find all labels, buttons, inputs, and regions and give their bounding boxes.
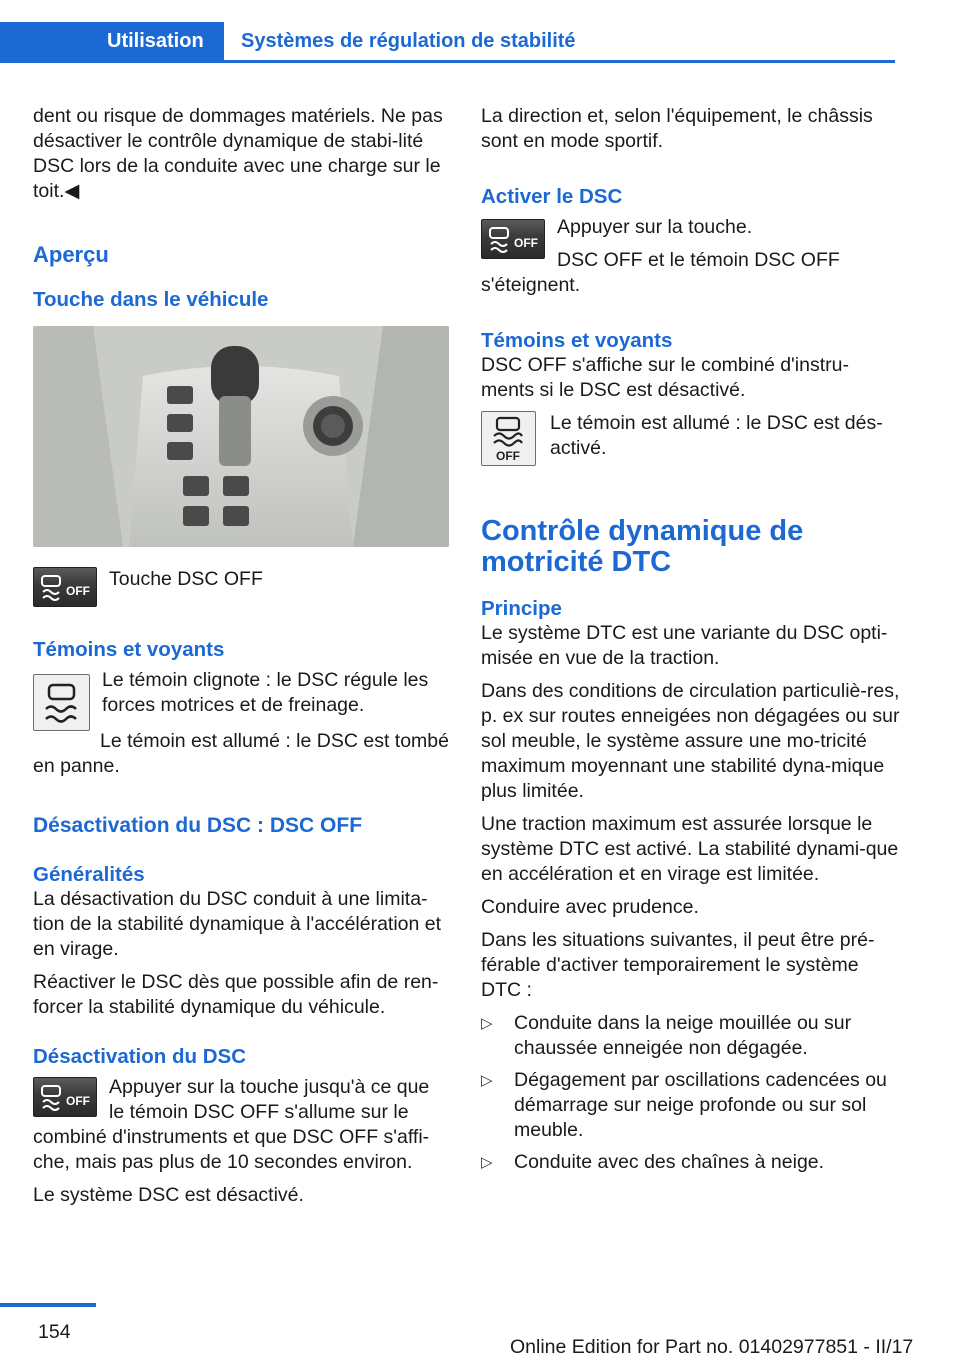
car-skid-icon (37, 1082, 67, 1112)
desactivation-block (33, 1075, 449, 1175)
heading-generalites: Généralités (33, 863, 145, 886)
temoins-right-row (481, 411, 901, 466)
generalites-p1: La désactivation du DSC conduit à une limita‐tion de la stabilité dynamique à l'accélération et en virage. (33, 888, 442, 960)
footer-rule (0, 1303, 96, 1307)
right-column (481, 104, 901, 1182)
console-photo (33, 326, 449, 547)
touche-row (33, 567, 449, 607)
car-skid-warning-icon (34, 675, 89, 730)
temoins-left-text1: Le témoin clignote : le DSC régule les forces motrices et de freinage. (102, 669, 429, 716)
direction-paragraph: La direction et, selon l'équipement, le châssis sont en mode sportif. (481, 105, 873, 152)
header-tab-utilisation[interactable]: Utilisation (107, 30, 204, 52)
activer-block (481, 215, 901, 298)
car-skid-off-icon (482, 412, 535, 465)
principe-p5: Dans les situations suivantes, il peut être pré‐férable d'activer temporairement le système DTC : (481, 929, 875, 1001)
telltale-off-text: OFF (496, 449, 520, 463)
heading-apercu: Aperçu (33, 242, 109, 267)
heading-dtc: Contrôle dynamique de motricité DTC (481, 515, 804, 578)
temoins-right-icon-text: Le témoin est allumé : le DSC est dés‐activé. (550, 412, 883, 459)
activer-text1: Appuyer sur la touche. (557, 216, 753, 238)
activer-text2: DSC OFF et le témoin DSC OFF s'éteignent. (481, 249, 840, 296)
heading-temoins-right: Témoins et voyants (481, 329, 673, 352)
footer-edition: Online Edition for Part no. 01402977851 - II/17 (510, 1336, 914, 1358)
temoins-left-row (33, 668, 449, 731)
heading-touche-vehicule: Touche dans le véhicule (33, 288, 269, 311)
off-label: OFF (66, 584, 90, 598)
list-item: ▷ Conduite dans la neige mouillée ou sur chaussée enneigée non dégagée. (481, 1011, 901, 1061)
heading-activer-dsc: Activer le DSC (481, 185, 623, 208)
console-illustration (33, 326, 449, 547)
heading-temoins-left: Témoins et voyants (33, 638, 225, 661)
page-number: 154 (38, 1321, 71, 1343)
left-column (33, 104, 449, 1216)
principe-p1: Le système DTC est une variante du DSC opti‐misée en vue de la traction. (481, 622, 888, 669)
principe-p4: Conduire avec prudence. (481, 896, 699, 918)
principe-p3: Une traction maximum est assurée lorsque le système DTC est activé. La stabilité dynami‐que en accélération et en virage est limitée. (481, 813, 899, 885)
temoins-right-text: DSC OFF s'affiche sur le combiné d'instru‐ments si le DSC est désactivé. (481, 354, 849, 401)
generalites-p2: Réactiver le DSC dès que possible afin de ren‐forcer la stabilité dynamique du véhicule. (33, 971, 439, 1018)
desactivation-text: Appuyer sur la touche jusqu'à ce que le témoin DSC OFF s'allume sur le combiné d'instruments et que DSC OFF s'affi‐che, mais pas plus de 10 secondes environ. (33, 1076, 430, 1173)
temoins-left-text2: Le témoin est allumé : le DSC est tombé en panne. (33, 730, 449, 777)
intro-paragraph: dent ou risque de dommages matériels. Ne pas désactiver le contrôle dynamique de stabi‐lité DSC lors de la conduite avec une charge sur le toit.◀ (33, 105, 443, 202)
heading-desactivation-dsc-off: Désactivation du DSC : DSC OFF (33, 814, 363, 837)
off-label: OFF (66, 1094, 90, 1108)
principe-p2: Dans des conditions de circulation particuliè‐res, p. ex sur routes enneigées non dégagées ou sur sol meuble, le système assure une mo‐tricité maximum moyennant une stabilité dyna‐mique plus limitée. (481, 680, 900, 802)
dsc-off-button-icon-2 (33, 1077, 97, 1117)
header-section-title[interactable]: Systèmes de régulation de stabilité (241, 30, 576, 52)
desactivation-result: Le système DSC est désactivé. (33, 1184, 304, 1206)
heading-desactivation-dsc: Désactivation du DSC (33, 1045, 247, 1068)
off-label: OFF (514, 236, 538, 250)
dsc-off-telltale-icon (481, 411, 536, 466)
heading-principe: Principe (481, 597, 562, 620)
dsc-off-button-icon-3 (481, 219, 545, 259)
list-item: ▷ Dégagement par oscillations cadencées ou démarrage sur neige profonde ou sur sol meuble. (481, 1068, 901, 1143)
list-item: ▷ Conduite avec des chaînes à neige. (481, 1150, 901, 1175)
car-skid-icon (37, 572, 67, 602)
touche-label: Touche DSC OFF (109, 568, 263, 590)
car-skid-icon (485, 224, 515, 254)
situations-list (481, 1011, 901, 1175)
dsc-off-button-icon (33, 567, 97, 607)
dsc-warning-icon (33, 674, 90, 731)
